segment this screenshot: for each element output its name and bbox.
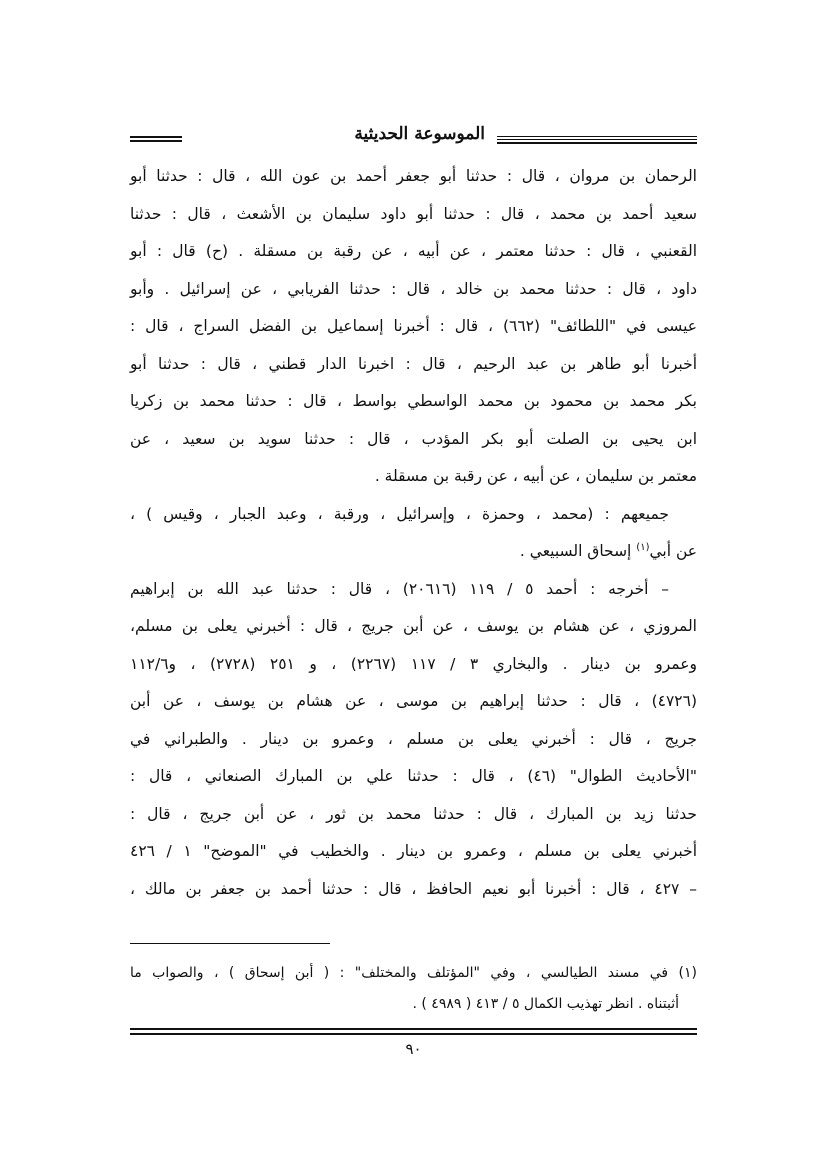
page-number: ٩٠ (405, 1040, 422, 1058)
text-line-with-footnote (130, 533, 697, 571)
text-line: أخبرنا أبو طاهر بن عبد الرحيم ، قال : اخبرنا الدار قطني ، قال : حدثنا أبو (130, 354, 697, 373)
footnote-separator (130, 943, 330, 944)
footnote-line: (١) في مسند الطيالسي ، وفي "المؤتلف والمختلف" : ( أبن إسحاق ) ، والصواب ما (130, 965, 697, 981)
text-line: الرحمان بن مروان ، قال : حدثنا أبو جعفر أحمد بن عون الله ، قال : حدثنا أبو (130, 167, 697, 185)
header-title: الموسوعة الحديثية (354, 124, 485, 144)
text-line: – أخرجه : أحمد ٥ / ١١٩ (٢٠٦١٦) ، قال : حدثنا عبد الله بن إبراهيم (130, 579, 670, 598)
text-line: وعمرو بن دينار . والبخاري ٣ / ١١٧ (٢٢٦٧) ، و ٢٥١ (٢٧٢٨) ، و١١٢/٦ (130, 654, 697, 673)
document-page (130, 118, 697, 1078)
running-header (130, 118, 697, 154)
text-line: داود ، قال : حدثنا محمد بن خالد ، قال : حدثنا الفريابي ، عن إسرائيل . وأبو (130, 279, 697, 298)
text-line: أخبرني يعلى بن مسلم ، وعمرو بن دينار . والخطيب في "الموضح" ١ / ٤٢٦ (130, 842, 698, 860)
text-line: جميعهم : (محمد ، وحمزة ، وإسرائيل ، ورقبة ، وعبد الجبار ، وقيس ) ، (130, 504, 669, 523)
text-line: "الأحاديث الطوال" (٤٦) ، قال : حدثنا علي بن المبارك الصنعاني ، قال : (130, 767, 697, 785)
text-fragment: عن أبي (649, 542, 697, 560)
footnote-reference[interactable]: (١) (636, 541, 650, 553)
footer-rule (130, 1028, 697, 1035)
text-line: جريج ، قال : أخبرني يعلى بن مسلم ، وعمرو بن دينار . والطبراني في (130, 729, 697, 748)
text-line: بكر محمد بن محمود بن محمد الواسطي بواسط ، قال : حدثنا محمد بن زكريا (130, 392, 697, 410)
text-line: القعنبي ، قال : حدثنا معتمر ، عن أبيه ، عن رقبة بن مسقلة . (ح) قال : أبو (130, 242, 697, 260)
text-line: – ٤٢٧ ، قال : أخبرنا أبو نعيم الحافظ ، قال : حدثنا أحمد بن جعفر بن مالك ، (130, 879, 697, 898)
header-rule-right (497, 136, 697, 144)
footnote-line: أثبتناه . انظر تهذيب الكمال ٥ / ٤١٣ ( ٤٩٨٩ ) . (412, 996, 679, 1012)
text-line: عيسى في "اللطائف" (٦٦٢) ، قال : أخبرنا إسماعيل بن الفضل السراج ، قال : (130, 317, 698, 335)
header-rule-left (130, 136, 182, 142)
main-text (130, 158, 697, 908)
text-line: (٤٧٢٦) ، قال : حدثنا إبراهيم بن موسى ، عن هشام بن يوسف ، عن أبن (130, 692, 697, 710)
text-fragment: إسحاق السبيعي . (519, 542, 632, 560)
text-line: حدثنا زيد بن المبارك ، قال : حدثنا محمد بن ثور ، عن أبن جريج ، قال : (130, 804, 697, 823)
text-line: سعيد أحمد بن محمد ، قال : حدثنا أبو داود سليمان بن الأشعث ، قال : حدثنا (130, 204, 697, 223)
footnotes (130, 958, 697, 1020)
text-line: معتمر بن سليمان ، عن أبيه ، عن رقبة بن مسقلة . (374, 467, 697, 485)
text-line: المروزي ، عن هشام بن يوسف ، عن أبن جريج ، قال : أخبرني يعلى بن مسلم، (130, 617, 697, 635)
text-line: ابن يحيى بن الصلت أبو بكر المؤدب ، قال : حدثنا سويد بن سعيد ، عن (130, 429, 697, 448)
